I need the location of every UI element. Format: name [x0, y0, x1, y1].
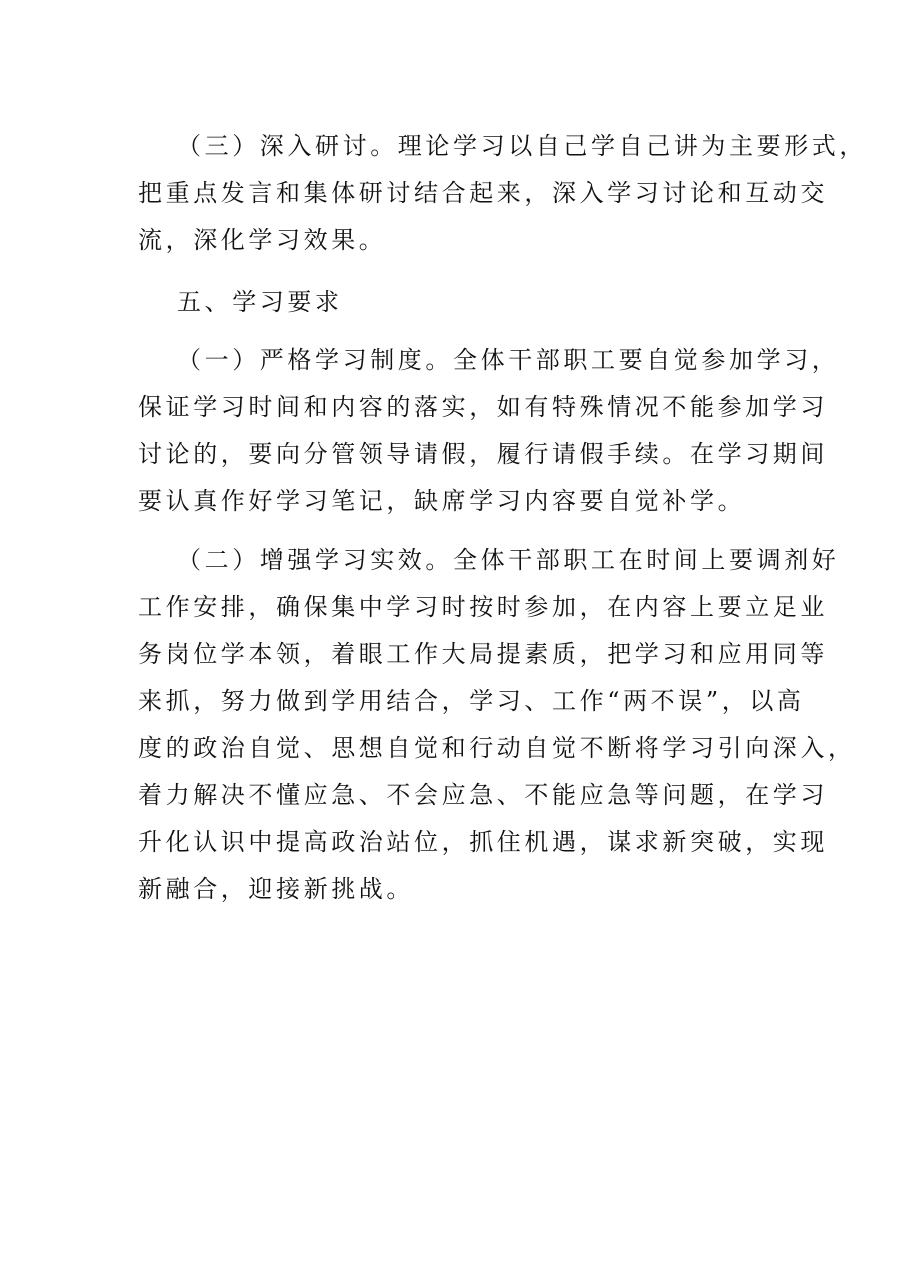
section-heading: 五、学习要求 [177, 288, 343, 316]
paragraph-3-line-1: （二）增强学习实效。全体干部职工在时间上要调剂好 [177, 546, 840, 574]
paragraph-3-line-2: 工作安排，确保集中学习时按时参加，在内容上要立足业 [138, 593, 828, 621]
paragraph-2-line-3: 讨论的，要向分管领导请假，履行请假手续。在学习期间 [138, 440, 828, 468]
paragraph-2-line-4: 要认真作好学习笔记，缺席学习内容要自觉补学。 [138, 487, 746, 515]
paragraph-3-line-7: 升化认识中提高政治站位，抓住机遇，谋求新突破，实现 [138, 828, 828, 856]
paragraph-3-line-8: 新融合，迎接新挑战。 [138, 875, 414, 903]
paragraph-3-line-3: 务岗位学本领，着眼工作大局提素质，把学习和应用同等 [138, 640, 828, 668]
paragraph-2-line-1: （一）严格学习制度。全体干部职工要自觉参加学习， [177, 346, 840, 374]
paragraph-1-line-1: （三）深入研讨。理论学习以自己学自己讲为主要形式， [177, 132, 867, 160]
paragraph-1-line-3: 流，深化学习效果。 [138, 226, 387, 254]
paragraph-1-line-2: 把重点发言和集体研讨结合起来，深入学习讨论和互动交 [138, 179, 828, 207]
paragraph-3-line-5: 度的政治自觉、思想自觉和行动自觉不断将学习引向深入， [138, 734, 856, 762]
paragraph-3-line-4: 来抓，努力做到学用结合，学习、工作“两不误”，以高 [138, 687, 805, 715]
paragraph-2-line-2: 保证学习时间和内容的落实，如有特殊情况不能参加学习 [138, 393, 828, 421]
paragraph-3-line-6: 着力解决不懂应急、不会应急、不能应急等问题，在学习 [138, 781, 828, 809]
